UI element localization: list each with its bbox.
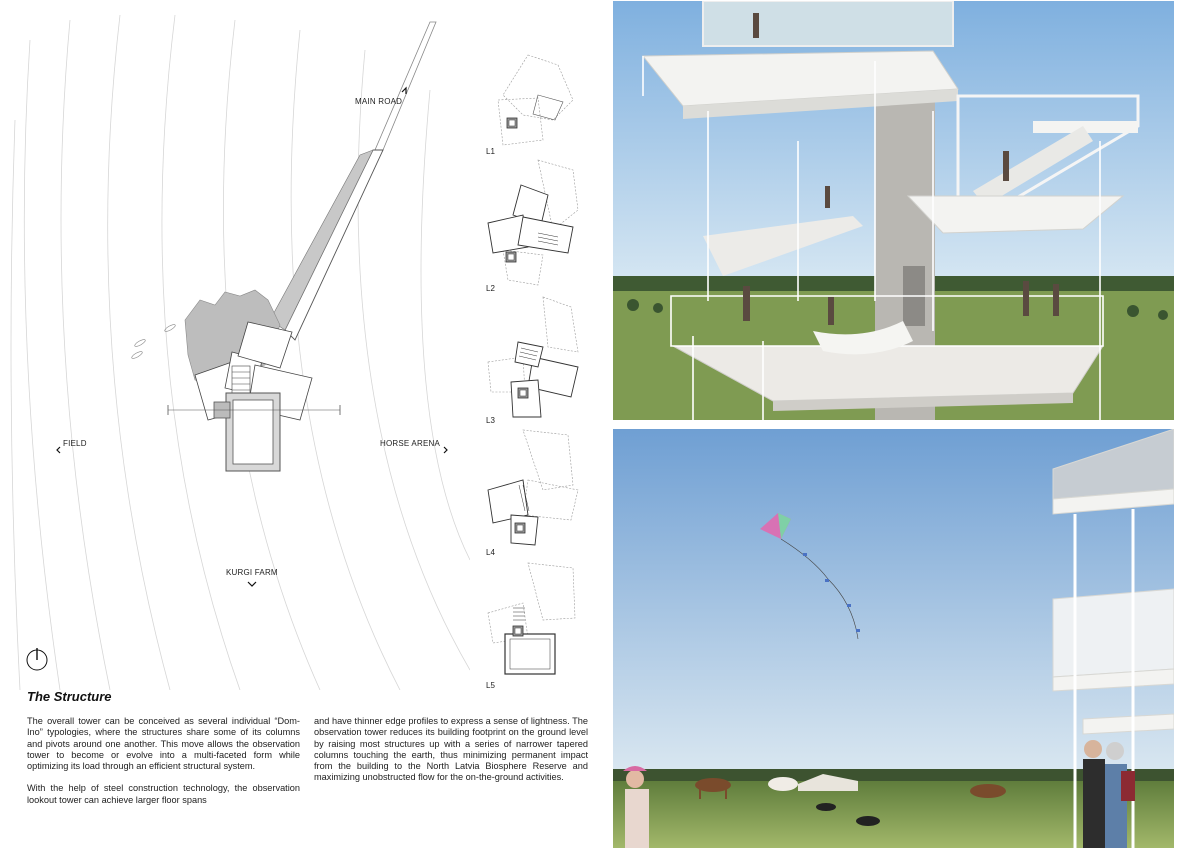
render-tower-image [613,1,1174,420]
main-road-arrow-icon [402,88,406,94]
paragraph-3: and have thinner edge profiles to express a sense of lightness. The observation tower reduces its building footprint on the ground level by raising most structures up with a series of narrower tapered columns touching the earth, thus minimizing permanent impact from the building to the North Latvia Biosphere Reserve and maximizing unobstructed flow for the on-the-ground activities. [314,716,588,783]
floor-plan-label-l1: L1 [486,147,495,156]
access-path [285,150,383,340]
kurgi-farm-label: KURGI FARM [226,568,278,577]
main-road-label: MAIN ROAD [355,97,403,106]
render-field-image [613,429,1174,848]
floor-plan-label-l3: L3 [486,416,495,425]
floor-plan-l4 [483,425,583,555]
site-plan [0,0,470,690]
floor-plan-label-l5: L5 [486,681,495,690]
floor-plans [478,40,588,695]
field-label: FIELD [63,439,87,448]
floor-plan-label-l4: L4 [486,548,495,557]
kurgi-farm-arrow-icon [248,582,256,586]
horse-arena-arrow-icon [444,447,447,453]
north-arrow-icon [27,648,47,670]
floor-plan-label-l2: L2 [486,284,495,293]
render-tower-platforms [613,1,1174,420]
floor-plan-l1 [483,40,583,155]
section-title: The Structure [27,689,112,704]
text-column-2 [314,716,588,784]
paragraph-1: The overall tower can be conceived as several individual “Dom-Ino” typologies, where the structures share some of its columns and pivots around one another. This move allows the observation tower to become or evolve into a multi-faceted form while optimizing its load through an efficient structural system. [27,716,300,772]
floor-plan-l5 [483,558,583,683]
render-field-kite [613,429,1174,848]
horse-arena-label: HORSE ARENA [380,439,440,448]
paragraph-2: With the help of steel construction technology, the observation lookout tower can achieve larger floor spans [27,783,300,805]
field-arrow-icon [57,447,60,453]
floor-plan-l3 [483,292,583,422]
text-column-1 [27,716,300,806]
floor-plan-l2 [483,155,583,290]
